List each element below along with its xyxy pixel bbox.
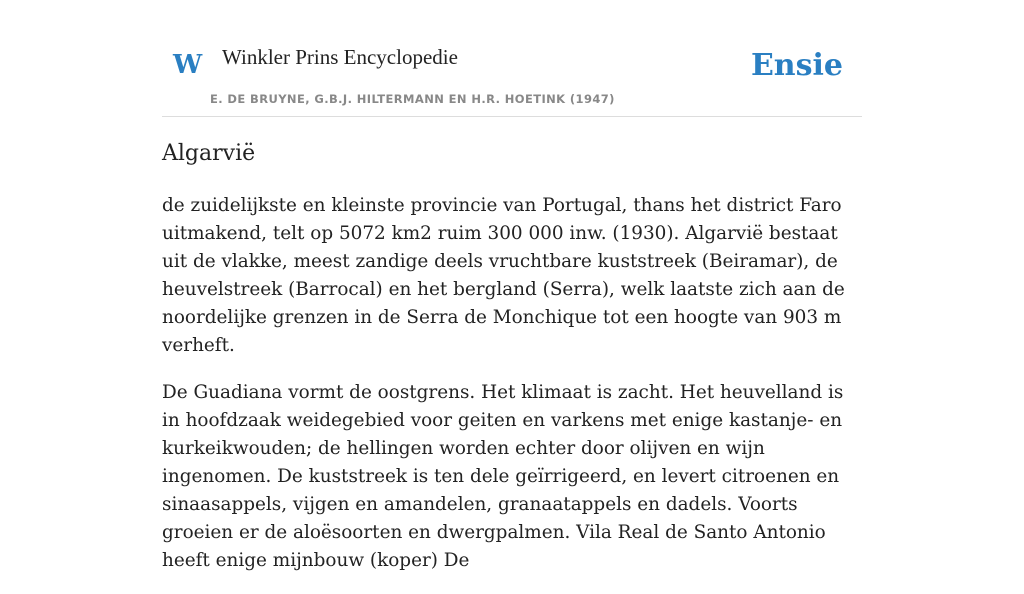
article-body (162, 192, 862, 594)
article-paragraph: De Guadiana vormt de oostgrens. Het klimaat is zacht. Het heuvelland is in hoofdzaak weidegebied voor geiten en varkens met enige kastanje- en kurkeikwouden; de hellingen worden echter door olijven en wijn ingenomen. De kuststreek is ten dele geïrrigeerd, en levert citroenen en sinaasappels, vijgen en amandelen, granaatappels en dadels. Voorts groeien er de aloësoorten en dwergpalmen. Vila Real de Santo Antonio heeft enige mijnbouw (koper) De (162, 382, 844, 571)
source-logo[interactable]: W (173, 50, 203, 80)
article-paragraph: de zuidelijkste en kleinste provincie van Portugal, thans het district Faro uitmakend, telt op 5072 km2 ruim 300 000 inw. (1930). Algarvië bestaat uit de vlakke, meest zandige deels vruchtbare kuststreek (Beiramar), de heuvelstreek (Barrocal) en het bergland (Serra), welk laatste zich aan de noordelijke grenzen in de Serra de Monchique tot een hoogte van 903 m verheft. (162, 195, 845, 356)
article-title: Algarvië (162, 141, 256, 166)
ensie-logo[interactable]: Ensie (750, 48, 843, 83)
source-title[interactable]: Winkler Prins Encyclopedie (222, 45, 458, 69)
source-authors: E. DE BRUYNE, G.B.J. HILTERMANN EN H.R. HOETINK (1947) (210, 92, 615, 106)
page (162, 0, 862, 571)
site-header (162, 0, 862, 117)
